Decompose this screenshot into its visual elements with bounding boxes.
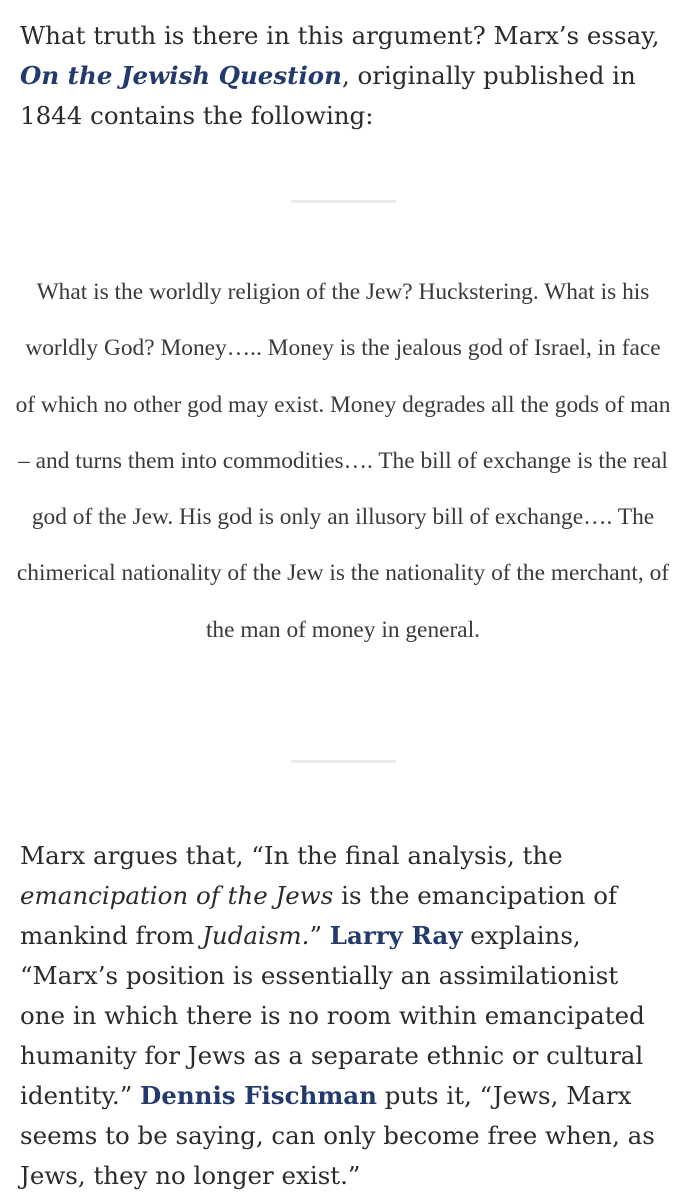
divider-top — [291, 200, 396, 203]
outro-paragraph — [20, 836, 670, 1196]
outro-text-3: ” — [309, 921, 330, 950]
marx-quote: What is the worldly religion of the Jew? Huckstering. What is his worldly God? Money….. Money is the jealous god of Israel, in face of which no other god may exist. Money degrades all the gods of man – and turns them into commodities…. The bill of exchange is the real god of the Jew. His god is only an illusory bill of exchange…. The chimerical nationality of the Jew is the nationality of the merchant, of the man of money in general. — [15, 279, 671, 643]
divider-bottom — [291, 760, 396, 763]
outro-text-4: explains, “Marx’s position is essentially an assimilationist one in which there is no room within emancipated humanity for Jews as a separate ethnic or cultural identity.” — [20, 921, 645, 1110]
intro-paragraph — [20, 16, 670, 136]
outro-text-5: puts it, “Jews, Marx seems to be saying, can only become free when, as Jews, they no longer exist.” — [20, 1081, 655, 1190]
emphasis-judaism: Judaism. — [202, 921, 310, 950]
outro-text-2: is the emancipation of mankind from — [20, 881, 618, 950]
outro-text-1: Marx argues that, “In the final analysis, the — [20, 841, 563, 870]
intro-text-before: What truth is there in this argument? Marx’s essay, — [20, 21, 660, 50]
emphasis-emancipation: emancipation of the Jews — [20, 881, 334, 910]
larry-ray-link[interactable]: Larry Ray — [329, 921, 463, 950]
dennis-fischman-link[interactable]: Dennis Fischman — [140, 1081, 377, 1110]
on-the-jewish-question-link[interactable]: On the Jewish Question — [20, 61, 342, 90]
intro-text-after: , originally published in 1844 contains the following: — [20, 61, 636, 130]
